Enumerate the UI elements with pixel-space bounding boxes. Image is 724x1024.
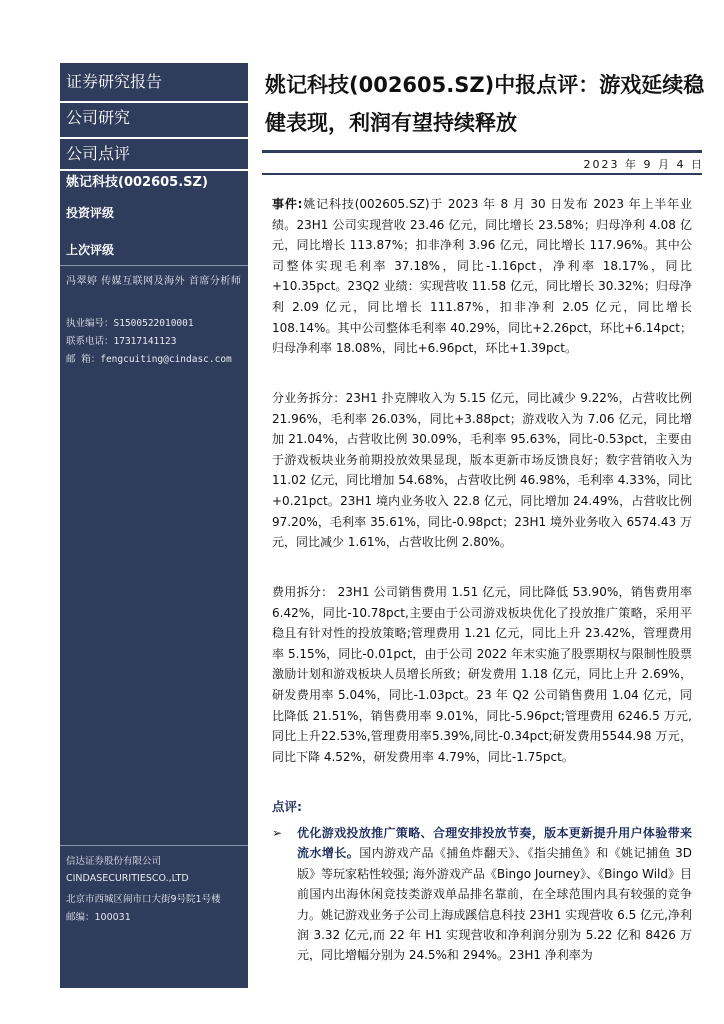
expense-paragraph: 费用拆分： 23H1 公司销售费用 1.51 亿元，同比降低 53.90%，销售费用率 6.42%，同比-10.78pct,主要由于公司游戏板块优化了投放推广策略，采用平稳且有针对性的投放策略;管理费用 1.21 亿元，同比上升 23.42%，管理费用率 5.15%，同比-0.01pct，由于公司 2022 年末实施了股票期权与限制性股票激励计划和游戏板块人员增长所致；研发费用 1.18 亿元，同比上升 2.69%，研发费用率 5.04%，同比-1.03pct。23 年 Q2 公司销售费用 1.04 亿元，同比降低 21.51%，销售费用率 9.01%，同比-5.96pct;管理费用 6246.5 万元,同比上升22.53%,管理费用率5.39%,同比-0.34pct;研发费用5544.98 万元，同比下降 4.52%，研发费用率 4.79%，同比-1.75pct。 [272,585,692,764]
report-type: 证券研究报告 [66,72,163,91]
phone: 联系电话：17317141123 [66,336,177,347]
review-bullet [297,823,692,966]
segment-paragraph: 分业务拆分：23H1 扑克牌收入为 5.15 亿元，同比减少 9.22%，占营收比例 21.96%，毛利率 26.03%，同比+3.88pct；游戏收入为 7.06 亿元，同比增加 21.04%，占营收比例 30.09%，毛利率 95.63%，同比-0.53pct，主要由于游戏板块业务前期投放效果显现，版本更新市场反馈良好；数字营销收入为 11.02 亿元，同比增加 54.68%，占营收比例 46.98%，毛利率 4.33%，同比+0.21pct。23H1 境内业务收入 22.8 亿元，同比增加 24.49%，占营收比例 97.20%，毛利率 35.61%，同比-0.98pct；23H1 境外业务收入 6574.43 万元，同比减少 1.61%，占营收比例 2.80%。 [272,391,692,550]
cert-number: 执业编号：S1500522010001 [66,318,194,329]
report-title: 姚记科技(002605.SZ)中报点评：游戏延续稳健表现，利润有望持续释放 [265,73,705,135]
firm-name-cn: 信达证券股份有限公司 [66,856,162,867]
analyst-info: 冯翠婷 传媒互联网及海外 首席分析师 [66,276,242,287]
firm-address: 北京市西城区闹市口大街9号院1号楼 [66,894,221,905]
category: 公司研究 [66,108,131,127]
firm-name-en: CINDASECURITIESCO.,LTD [66,873,189,884]
title-divider [262,150,702,153]
event-label: 事件: [272,197,303,211]
review-heading: 点评: [272,799,302,814]
company-name: 姚记科技(002605.SZ) [66,175,208,190]
subcategory: 公司点评 [66,144,131,163]
report-date: 2023 年 9 月 4 日 [583,158,704,171]
bullet-body: 国内游戏产品《捕鱼炸翻天》、《指尖捕鱼》和《姚记捕鱼 3D 版》等玩家粘性较强; 海外游戏产品《Bingo Journey》、《Bingo Wild》目前国内出海休闲竞技类游戏单品排名靠前，在全球范围内具有较强的竞争力。姚记游戏业务子公司上海成蹊信息科技 23H1 实现营收 6.5 亿元,净利润 3.32 亿元,而 22 年 H1 实现营收和净利润分别为 5.22 亿和 8426 万元，同比增幅分别为 24.5%和 294%。23H1 净利率为 [297,846,692,963]
sidebar [60,63,248,988]
sidebar-divider [60,845,248,846]
event-text: 姚记科技(002605.SZ)于 2023 年 8 月 30 日发布 2023 年上半年业绩。23H1 公司实现营收 23.46 亿元，同比增长 23.58%；归母净利 4.08 亿元，同比增长 113.87%；扣非净利 3.96 亿元，同比增长 117.96%。其中公司整体实现毛利率 37.18%，同比-1.16pct，净利率 18.17%，同比+10.35pct。23Q2 业绩：实现营收 11.58 亿元，同比增长 30.32%；归母净利 2.09 亿元，同比增长 111.87%，扣非净利 2.05 亿元，同比增长 108.14%。其中公司整体毛利率 40.29%，同比+2.26pct，环比+6.14pct；归母净利率 18.08%，同比+6.96pct，环比+1.39pct。 [272,197,692,356]
rating-label: 投资评级 [66,206,115,220]
event-paragraph [272,194,692,359]
sidebar-divider [60,265,248,266]
email[interactable]: 邮 箱：fengcuiting@cindasc.com [66,354,232,365]
last-rating-label: 上次评级 [66,243,115,257]
postcode: 邮编：100031 [66,912,131,923]
bullet-headline: 优化游戏投放推广策略、合理安排投放节奏，版本更新提升用户体验带来流水增长。 [297,826,692,861]
date-divider [262,173,702,175]
bullet-arrow-icon: ➢ [272,826,283,840]
